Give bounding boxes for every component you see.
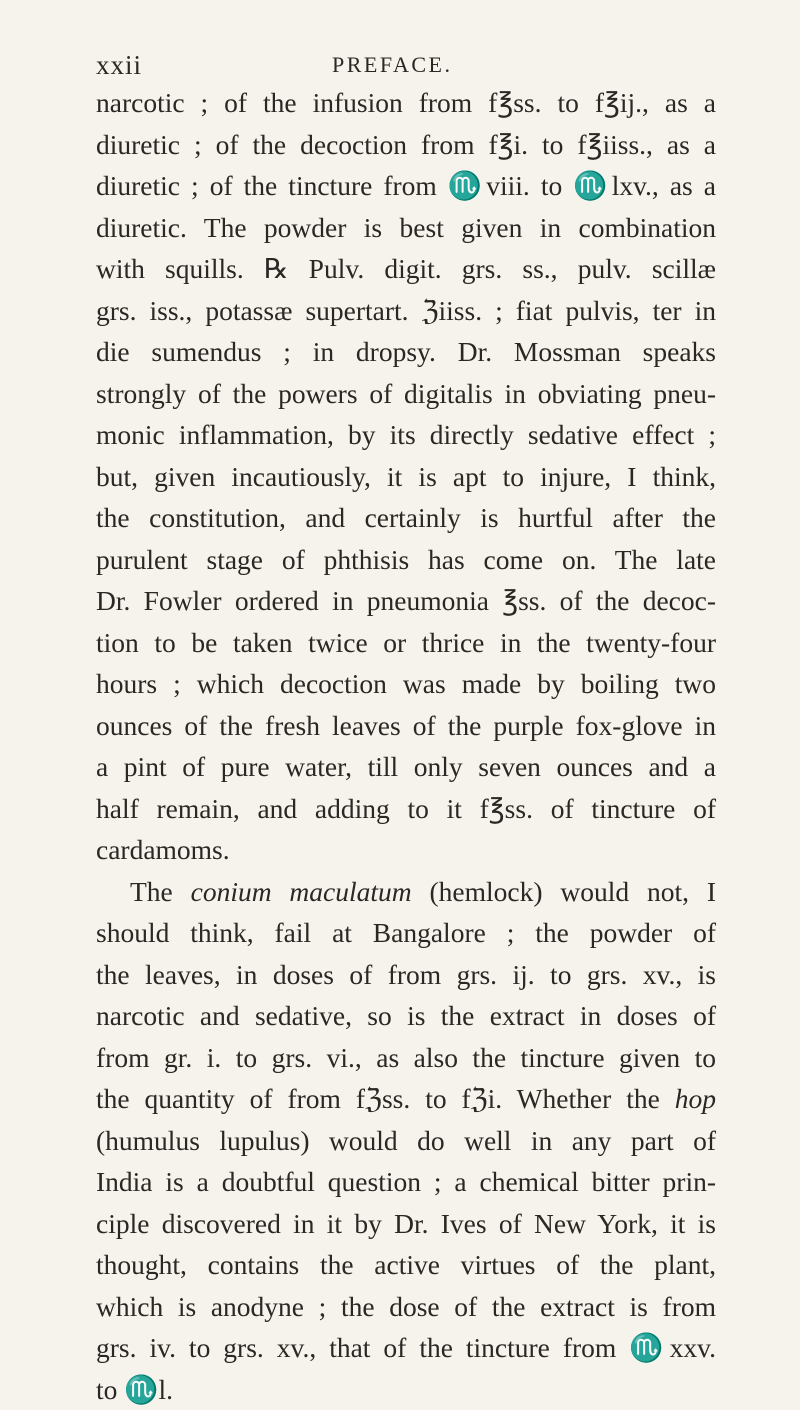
body-text — [96, 82, 716, 1410]
text-line: diuretic ; of the tincture from ♏viii. to ♏lxv., as a — [96, 170, 716, 201]
text-line: narcotic ; of the infusion from f℥ss. to f℥ij., as a — [96, 87, 716, 118]
text-line: thought, contains the active virtues of the plant, — [96, 1249, 716, 1280]
text-line: India is a doubtful question ; a chemical bitter prin- — [96, 1166, 716, 1197]
text-line — [96, 1078, 716, 1120]
text-line: narcotic and sedative, so is the extract in doses of — [96, 1000, 716, 1031]
text-line: cardamoms. — [96, 834, 230, 865]
text-line: strongly of the powers of digitalis in obviating pneu- — [96, 377, 716, 409]
text-line: a pint of pure water, till only seven ounces and a — [96, 751, 716, 782]
running-title: PREFACE. — [332, 52, 453, 77]
text-line: diuretic ; of the decoction from f℥i. to f℥iiss., as a — [96, 128, 716, 160]
text-line: diuretic. The powder is best given in combination — [96, 211, 716, 243]
text-line: die sumendus ; in dropsy. Dr. Mossman speaks — [96, 336, 716, 367]
text-line: hours ; which decoction was made by boiling two — [96, 668, 716, 699]
text-line: with squills. ℞ Pulv. digit. grs. ss., pulv. scillæ — [96, 253, 716, 284]
text-line: from gr. i. to grs. vi., as also the tincture given to — [96, 1041, 716, 1073]
text-line: ciple discovered in it by Dr. Ives of New York, it is — [96, 1207, 716, 1239]
text-line: the constitution, and certainly is hurtful after the — [96, 502, 716, 533]
text-line: but, given incautiously, it is apt to injure, I think, — [96, 460, 716, 492]
text-line — [96, 871, 716, 913]
text-run: the quantity of from fℨss. to fℨi. Whether the — [96, 1083, 660, 1114]
page-number: xxii — [96, 50, 143, 80]
running-head — [96, 50, 716, 86]
text-line: to ♏l. — [96, 1373, 174, 1405]
text-line: grs. iss., potassæ supertart. ℨiiss. ; fiat pulvis, ter in — [96, 294, 716, 326]
text-line: Dr. Fowler ordered in pneumonia ℥ss. of the decoc- — [96, 585, 716, 616]
italic-term-hop: hop — [674, 1083, 717, 1114]
text-line: the leaves, in doses of from grs. ij. to grs. xv., is — [96, 958, 716, 990]
italic-term-conium: conium maculatum — [190, 875, 412, 907]
text-line: should think, fail at Bangalore ; the powder of — [96, 917, 716, 948]
text-run: The — [130, 875, 173, 907]
text-line: purulent stage of phthisis has come on. The late — [96, 543, 716, 575]
text-line: (humulus lupulus) would do well in any part of — [96, 1124, 716, 1156]
text-line: tion to be taken twice or thrice in the twenty-four — [96, 626, 716, 658]
text-line: grs. iv. to grs. xv., that of the tincture from ♏xxv. — [96, 1332, 716, 1363]
text-run: (hemlock) would not, I — [429, 875, 717, 907]
text-line: ounces of the fresh leaves of the purple fox-glove in — [96, 709, 716, 741]
text-line: monic inflammation, by its directly sedative effect ; — [96, 419, 716, 450]
text-line: half remain, and adding to it f℥ss. of tincture of — [96, 792, 716, 824]
text-line: which is anodyne ; the dose of the extract is from — [96, 1290, 716, 1322]
